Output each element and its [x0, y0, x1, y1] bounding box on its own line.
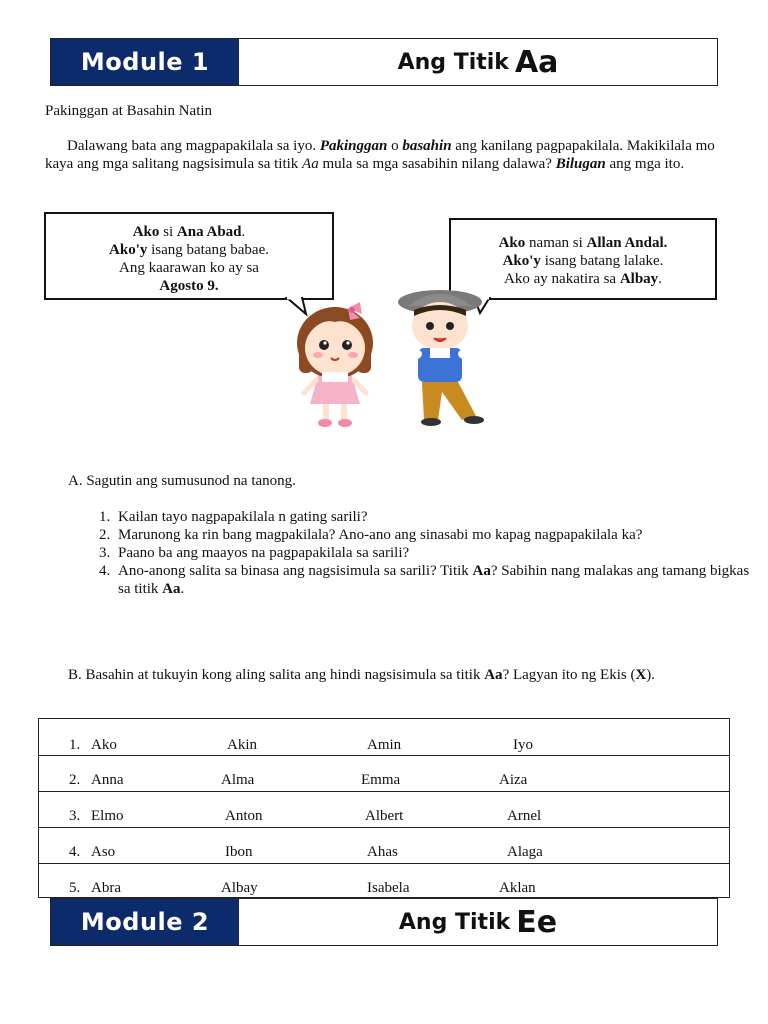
bubble-ana-text-1: si: [159, 224, 177, 240]
word-cell[interactable]: Albert: [365, 808, 404, 824]
word-cell[interactable]: Abra: [91, 880, 121, 896]
children-illustration: [290, 288, 520, 433]
bubble-ana-period: .: [241, 224, 246, 240]
part-a-heading: A. Sagutin ang sumusunod na tanong.: [68, 473, 296, 489]
word-cell[interactable]: Akin: [227, 737, 257, 753]
bubble-allan-text-3: Ako ay nakatira sa: [504, 271, 620, 287]
row-number: 4.: [69, 844, 81, 860]
question-4-bold-2: Aa: [162, 581, 181, 597]
row-number: 5.: [69, 880, 81, 896]
intro-paragraph: [45, 137, 725, 173]
question-4-text-1: Ano-anong salita sa binasa ang nagsisimula sa sarili? Titik: [118, 563, 473, 579]
bubble-ana-line-3: Ang kaarawan ko ay sa: [119, 260, 259, 276]
table-row: [39, 755, 729, 792]
bubble-ana-date: Agosto 9.: [159, 278, 219, 294]
table-row: [39, 791, 729, 828]
question-4-text-2: ? Sabihin nang malakas ang tamang bigkas sa titik: [118, 563, 750, 597]
module-1-title-letter: Aa: [514, 44, 559, 80]
question-4-bold-1: Aa: [472, 563, 491, 579]
intro-text-5: ang mga ito.: [605, 156, 685, 172]
bubble-allan-name: Allan Andal.: [586, 235, 668, 251]
bubble-allan-text-1: naman si: [525, 235, 587, 251]
intro-text-3: ang kanilang pagpapakilala. Makikilala mo kaya ang mga salitang nagsisimula sa titik: [45, 138, 715, 172]
part-b-instructions: [68, 666, 728, 684]
word-cell[interactable]: Anton: [225, 808, 263, 824]
bubble-allan-text-2: isang batang lalake.: [540, 253, 664, 269]
intro-text-2: o: [387, 138, 403, 154]
question-4-period: .: [180, 581, 185, 597]
word-cell[interactable]: Anna: [91, 772, 124, 788]
module-1-title: [239, 39, 717, 85]
word-cell[interactable]: Aiza: [499, 772, 528, 788]
word-cell[interactable]: Ahas: [367, 844, 398, 860]
word-cell[interactable]: Arnel: [507, 808, 542, 824]
table-row: [39, 719, 729, 755]
word-cell[interactable]: Iyo: [513, 737, 533, 753]
intro-text-4: mula sa mga sasabihin nilang dalawa?: [318, 156, 556, 172]
question-1: 1. Kailan tayo nagpapakilala n gating sarili?: [114, 508, 754, 526]
word-cell[interactable]: Albay: [221, 880, 258, 896]
module-1-title-prefix: Ang Titik: [397, 49, 509, 75]
row-number: 3.: [69, 808, 81, 824]
section-heading: Pakinggan at Basahin Natin: [45, 103, 213, 119]
intro-bold-1: Pakinggan: [319, 138, 388, 154]
part-b-text-3: ).: [646, 667, 656, 683]
speech-bubble-ana: [44, 212, 334, 300]
module-1-header: [50, 38, 718, 86]
intro-italic-1: Aa: [302, 156, 319, 172]
bubble-ana-word-1: Ako: [132, 224, 160, 240]
bubble-allan-word-1: Ako: [498, 235, 526, 251]
module-1-label: Module 1: [51, 39, 239, 85]
word-cell[interactable]: Aso: [91, 844, 116, 860]
part-b-text-2: ? Lagyan ito ng Ekis (: [502, 667, 636, 683]
word-cell[interactable]: Alma: [221, 772, 255, 788]
bubble-allan-period: .: [658, 271, 662, 287]
table-row: [39, 827, 729, 864]
word-cell[interactable]: Amin: [367, 737, 402, 753]
part-b-text-1: B. Basahin at tukuyin kong aling salita ang hindi nagsisimula sa titik: [68, 667, 485, 683]
word-cell[interactable]: Alaga: [507, 844, 543, 860]
question-3: 3. Paano ba ang maayos na pagpapakilala sa sarili?: [114, 544, 754, 562]
row-number: 2.: [69, 772, 81, 788]
bubble-allan-word-2: Ako'y: [502, 253, 541, 269]
bubble-ana-word-2: Ako'y: [109, 242, 148, 258]
intro-text-1: Dalawang bata ang magpapakilala sa iyo.: [67, 138, 320, 154]
word-cell[interactable]: Ako: [91, 737, 117, 753]
word-cell[interactable]: Ibon: [225, 844, 253, 860]
word-table: [38, 718, 730, 898]
bubble-allan-place: Albay: [619, 271, 659, 287]
intro-bold-3: Bilugan: [555, 156, 606, 172]
part-b-bold-1: Aa: [484, 667, 503, 683]
bubble-ana-text-2: isang batang babae.: [147, 242, 269, 258]
question-4: [114, 562, 754, 598]
bubble-ana-name: Ana Abad: [176, 224, 242, 240]
word-cell[interactable]: Isabela: [367, 880, 410, 896]
girl-figure: [297, 302, 373, 427]
intro-bold-2: basahin: [402, 138, 452, 154]
module-2-label: Module 2: [51, 899, 239, 945]
row-number: 1.: [69, 737, 81, 753]
module-2-title-prefix: Ang Titik: [398, 909, 511, 935]
boy-figure: [398, 290, 484, 426]
word-cell[interactable]: Aklan: [499, 880, 536, 896]
word-cell[interactable]: Elmo: [91, 808, 124, 824]
table-row: [39, 863, 729, 900]
word-cell[interactable]: Emma: [361, 772, 401, 788]
module-2-title-letter: Ee: [516, 904, 558, 940]
question-2: 2. Marunong ka rin bang magpakilala? Ano-ano ang sinasabi mo kapag nagpapakilala ka?: [114, 526, 754, 544]
module-2-header: [50, 898, 718, 946]
part-b-bold-x: X: [635, 667, 647, 683]
part-a-questions: [92, 508, 754, 598]
module-2-title: [239, 899, 717, 945]
